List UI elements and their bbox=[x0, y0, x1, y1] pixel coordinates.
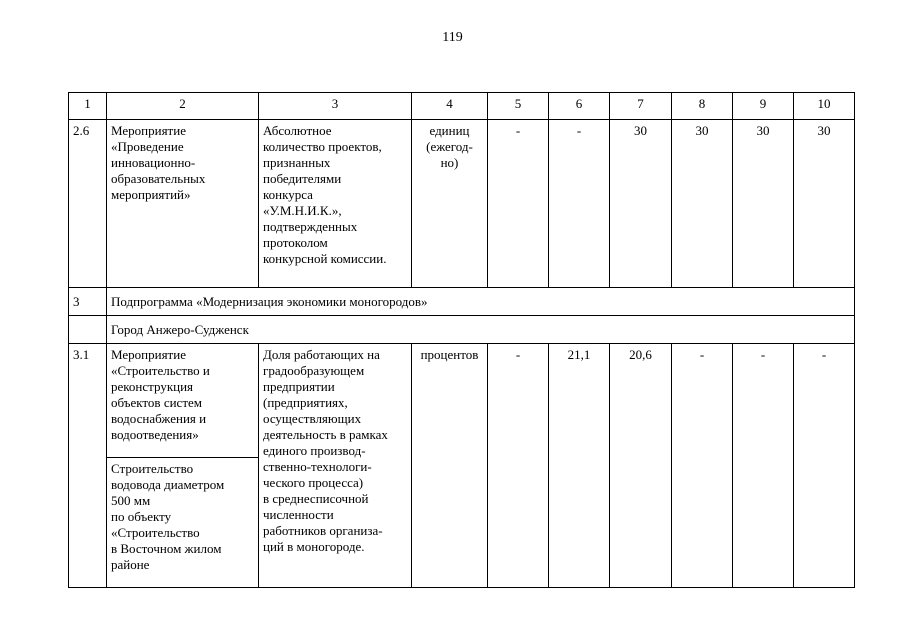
subprogram-title: Подпрограмма «Модернизация экономики моногородов» bbox=[107, 288, 855, 316]
value-cell: 30 bbox=[610, 120, 672, 288]
table-header-row bbox=[69, 93, 855, 120]
event-cell: Мероприятие «Проведение инновационно- образовательных мероприятий» bbox=[107, 120, 259, 288]
unit-cell: единиц (ежегод- но) bbox=[412, 120, 488, 288]
table-row bbox=[69, 316, 855, 344]
row-number: 3 bbox=[69, 288, 107, 316]
row-number: 3.1 bbox=[69, 344, 107, 588]
empty-cell bbox=[69, 316, 107, 344]
value-cell: - bbox=[672, 344, 733, 588]
header-cell: 6 bbox=[549, 93, 610, 120]
unit-cell: процентов bbox=[412, 344, 488, 588]
sub-event-cell: Строительство водовода диаметром 500 мм по объекту «Строительство в Восточном жилом районе bbox=[107, 458, 259, 588]
value-cell: - bbox=[488, 120, 549, 288]
event-cell: Мероприятие «Строительство и реконструкция объектов систем водоснабжения и водоотведения» bbox=[107, 344, 259, 458]
value-cell: 30 bbox=[733, 120, 794, 288]
value-cell: - bbox=[733, 344, 794, 588]
value-cell: 20,6 bbox=[610, 344, 672, 588]
value-cell: 30 bbox=[794, 120, 855, 288]
header-cell: 2 bbox=[107, 93, 259, 120]
city-title: Город Анжеро-Судженск bbox=[107, 316, 855, 344]
header-cell: 3 bbox=[259, 93, 412, 120]
indicator-cell: Абсолютное количество проектов, признанных победителями конкурса «У.М.Н.И.К.», подтвержденных протоколом конкурсной комиссии. bbox=[259, 120, 412, 288]
page-number: 119 bbox=[442, 30, 463, 45]
header-cell: 7 bbox=[610, 93, 672, 120]
indicators-table bbox=[68, 92, 855, 588]
table-row bbox=[69, 288, 855, 316]
indicator-cell: Доля работающих на градообразующем предприятии (предприятиях, осуществляющих деятельность в рамках единого производ- ственно-технологи- ческого процесса) в среднесписочной численности работников организа- ций в моногороде. bbox=[259, 344, 412, 588]
value-cell: 21,1 bbox=[549, 344, 610, 588]
value-cell: - bbox=[549, 120, 610, 288]
header-cell: 4 bbox=[412, 93, 488, 120]
header-cell: 9 bbox=[733, 93, 794, 120]
table-row bbox=[69, 344, 855, 458]
table-row bbox=[69, 120, 855, 288]
header-cell: 10 bbox=[794, 93, 855, 120]
header-cell: 8 bbox=[672, 93, 733, 120]
value-cell: 30 bbox=[672, 120, 733, 288]
row-number: 2.6 bbox=[69, 120, 107, 288]
header-cell: 1 bbox=[69, 93, 107, 120]
value-cell: - bbox=[794, 344, 855, 588]
value-cell: - bbox=[488, 344, 549, 588]
header-cell: 5 bbox=[488, 93, 549, 120]
